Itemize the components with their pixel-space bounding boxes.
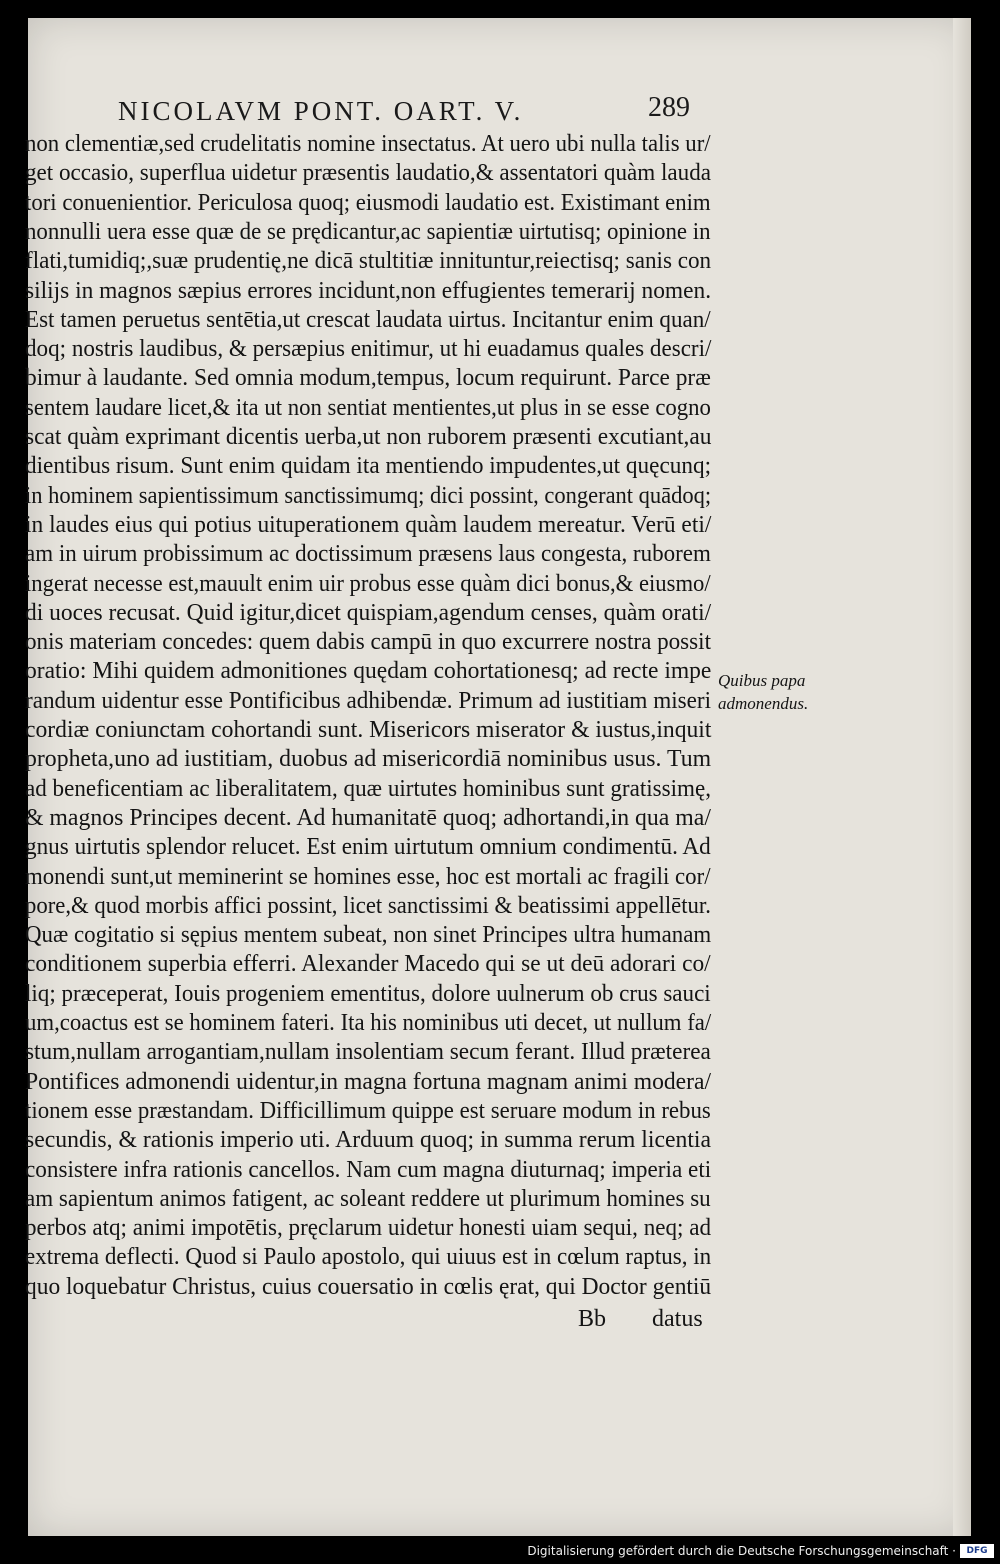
text-line: gnus uirtutis splendor relucet. Est enim uirtutum omnium condimentū. Ad (25, 833, 711, 861)
text-line: cordiæ coniunctam cohortandi sunt. Misericors miserator & iustus,inquit (25, 716, 712, 743)
text-line: am sapientum animos fatigent, ac soleant reddere ut plurimum homines su (25, 1184, 711, 1212)
text-line: randum uidentur esse Pontificibus adhibendæ. Primum ad iustitiam miseri (25, 686, 712, 714)
footer-bar (0, 1538, 1000, 1564)
text-line: silijs in magnos sæpius errores incidunt,non effugientes temerarij nomen. (25, 276, 712, 304)
text-line: um,coactus est se hominem fateri. Ita his nominibus uti decet, ut nullum fa/ (25, 1009, 712, 1036)
text-line: tori conuenientior. Periculosa quoq; eiusmodi laudatio est. Existimant enim (25, 188, 711, 216)
text-line: nonnulli uera esse quæ de se prędicantur,ac sapientiæ uirtutisq; opinione in (25, 217, 711, 245)
text-line: ingerat necesse est,mauult enim uir probus esse quàm dici bonus,& eiusmo/ (25, 569, 711, 597)
text-line: bimur à laudante. Sed omnia modum,tempus, locum requirunt. Parce præ (25, 364, 711, 392)
text-line: dientibus risum. Sunt enim quidam ita mentiendo impudentes,ut quęcunq; (25, 452, 712, 480)
text-line: doq; nostris laudibus, & persæpius enitimur, ut hi euadamus quales descri/ (25, 335, 712, 363)
text-line: consistere infra rationis cancellos. Nam cum magna diuturnaq; imperia eti (25, 1155, 712, 1183)
running-title: NICOLAVM PONT. OART. V. (118, 96, 524, 126)
text-line: scat quàm exprimant dicentis uerba,ut non ruborem præsenti excutiant,au (25, 423, 712, 450)
text-line: extrema deflecti. Quod si Paulo apostolo, qui uiuus est in cœlum raptus, in (25, 1243, 712, 1271)
catchword: datus (652, 1306, 703, 1332)
text-line: in hominem sapientissimum sanctissimumq; dici possint, congerant quādoq; (25, 481, 712, 509)
text-line: in laudes eius qui potius uituperationem quàm laudem mereatur. Verū eti/ (25, 510, 712, 538)
page-edge-shadow (953, 18, 971, 1536)
marginal-note-line-1: Quibus papa (718, 671, 806, 690)
text-line: propheta,uno ad iustitiam, duobus ad misericordiā nominibus usus. Tum (25, 745, 712, 773)
signature-mark: Bb (578, 1306, 607, 1332)
marginal-note-line-2: admonendus. (718, 694, 809, 713)
page-number: 289 (648, 92, 690, 123)
text-line: am in uirum probissimum ac doctissimum præsens laus congesta, ruborem (25, 540, 711, 568)
text-line: get occasio, superflua uidetur præsentis laudatio,& assentatori quàm lauda (25, 159, 711, 187)
text-line: liq; præceperat, Iouis progeniem ementitus, dolore uulnerum ob crus sauci (25, 979, 711, 1007)
funding-notice: Digitalisierung gefördert durch die Deutsche Forschungsgemeinschaft · (527, 1544, 956, 1558)
text-line: monendi sunt,ut meminerint se homines esse, hoc est mortali ac fragili cor/ (25, 862, 711, 890)
text-line: oratio: Mihi quidem admonitiones quędam cohortationesq; ad recte impe (25, 657, 712, 685)
text-line: Pontifices admonendi uidentur,in magna fortuna magnam animi modera/ (25, 1067, 712, 1095)
dfg-logo: DFG (960, 1544, 994, 1558)
text-line: di uoces recusat. Quid igitur,dicet quispiam,agendum censes, quàm orati/ (25, 598, 712, 626)
text-line: secundis, & rationis imperio uti. Arduum quoq; in summa rerum licentia (25, 1126, 712, 1154)
text-line: pore,& quod morbis affici possint, licet sanctissimi & beatissimi appellētur. (25, 891, 711, 919)
text-line: stum,nullam arrogantiam,nullam insolentiam secum ferant. Illud præterea (25, 1038, 711, 1066)
text-line: onis materiam concedes: quem dabis campū in quo excurrere nostra possit (25, 628, 711, 656)
text-line: quo loquebatur Christus, cuius couersatio in cœlis ęrat, qui Doctor gentiū (25, 1272, 712, 1300)
text-line: perbos atq; animi impotētis, pręclarum uidetur honesti uiam sequi, neq; ad (25, 1214, 712, 1242)
text-line: non clementiæ,sed crudelitatis nomine insectatus. At uero ubi nulla talis ur/ (25, 130, 711, 157)
text-line: & magnos Principes decent. Ad humanitatē quoq; adhortandi,in qua ma/ (25, 803, 711, 831)
text-line: flati,tumidiq;,suæ prudentię,ne dicā stultitiæ innituntur,reiectisq; sanis con (25, 247, 712, 275)
text-line: conditionem superbia efferri. Alexander Macedo qui se ut deū adorari co/ (25, 950, 711, 978)
text-line: Quæ cogitatio si sępius mentem subeat, non sinet Principes ultra humanam (25, 921, 712, 949)
text-line: ad beneficentiam ac liberalitatem, quæ uirtutes hominibus sunt gratissimę, (25, 774, 712, 802)
text-line: Est tamen peruetus sentētia,ut crescat laudata uirtus. Incitantur enim quan/ (25, 305, 711, 333)
text-line: sentem laudare licet,& ita ut non sentiat mentientes,ut plus in se esse cogno (25, 393, 711, 421)
text-line: tionem esse præstandam. Difficillimum quippe est seruare modum in rebus (25, 1096, 711, 1124)
